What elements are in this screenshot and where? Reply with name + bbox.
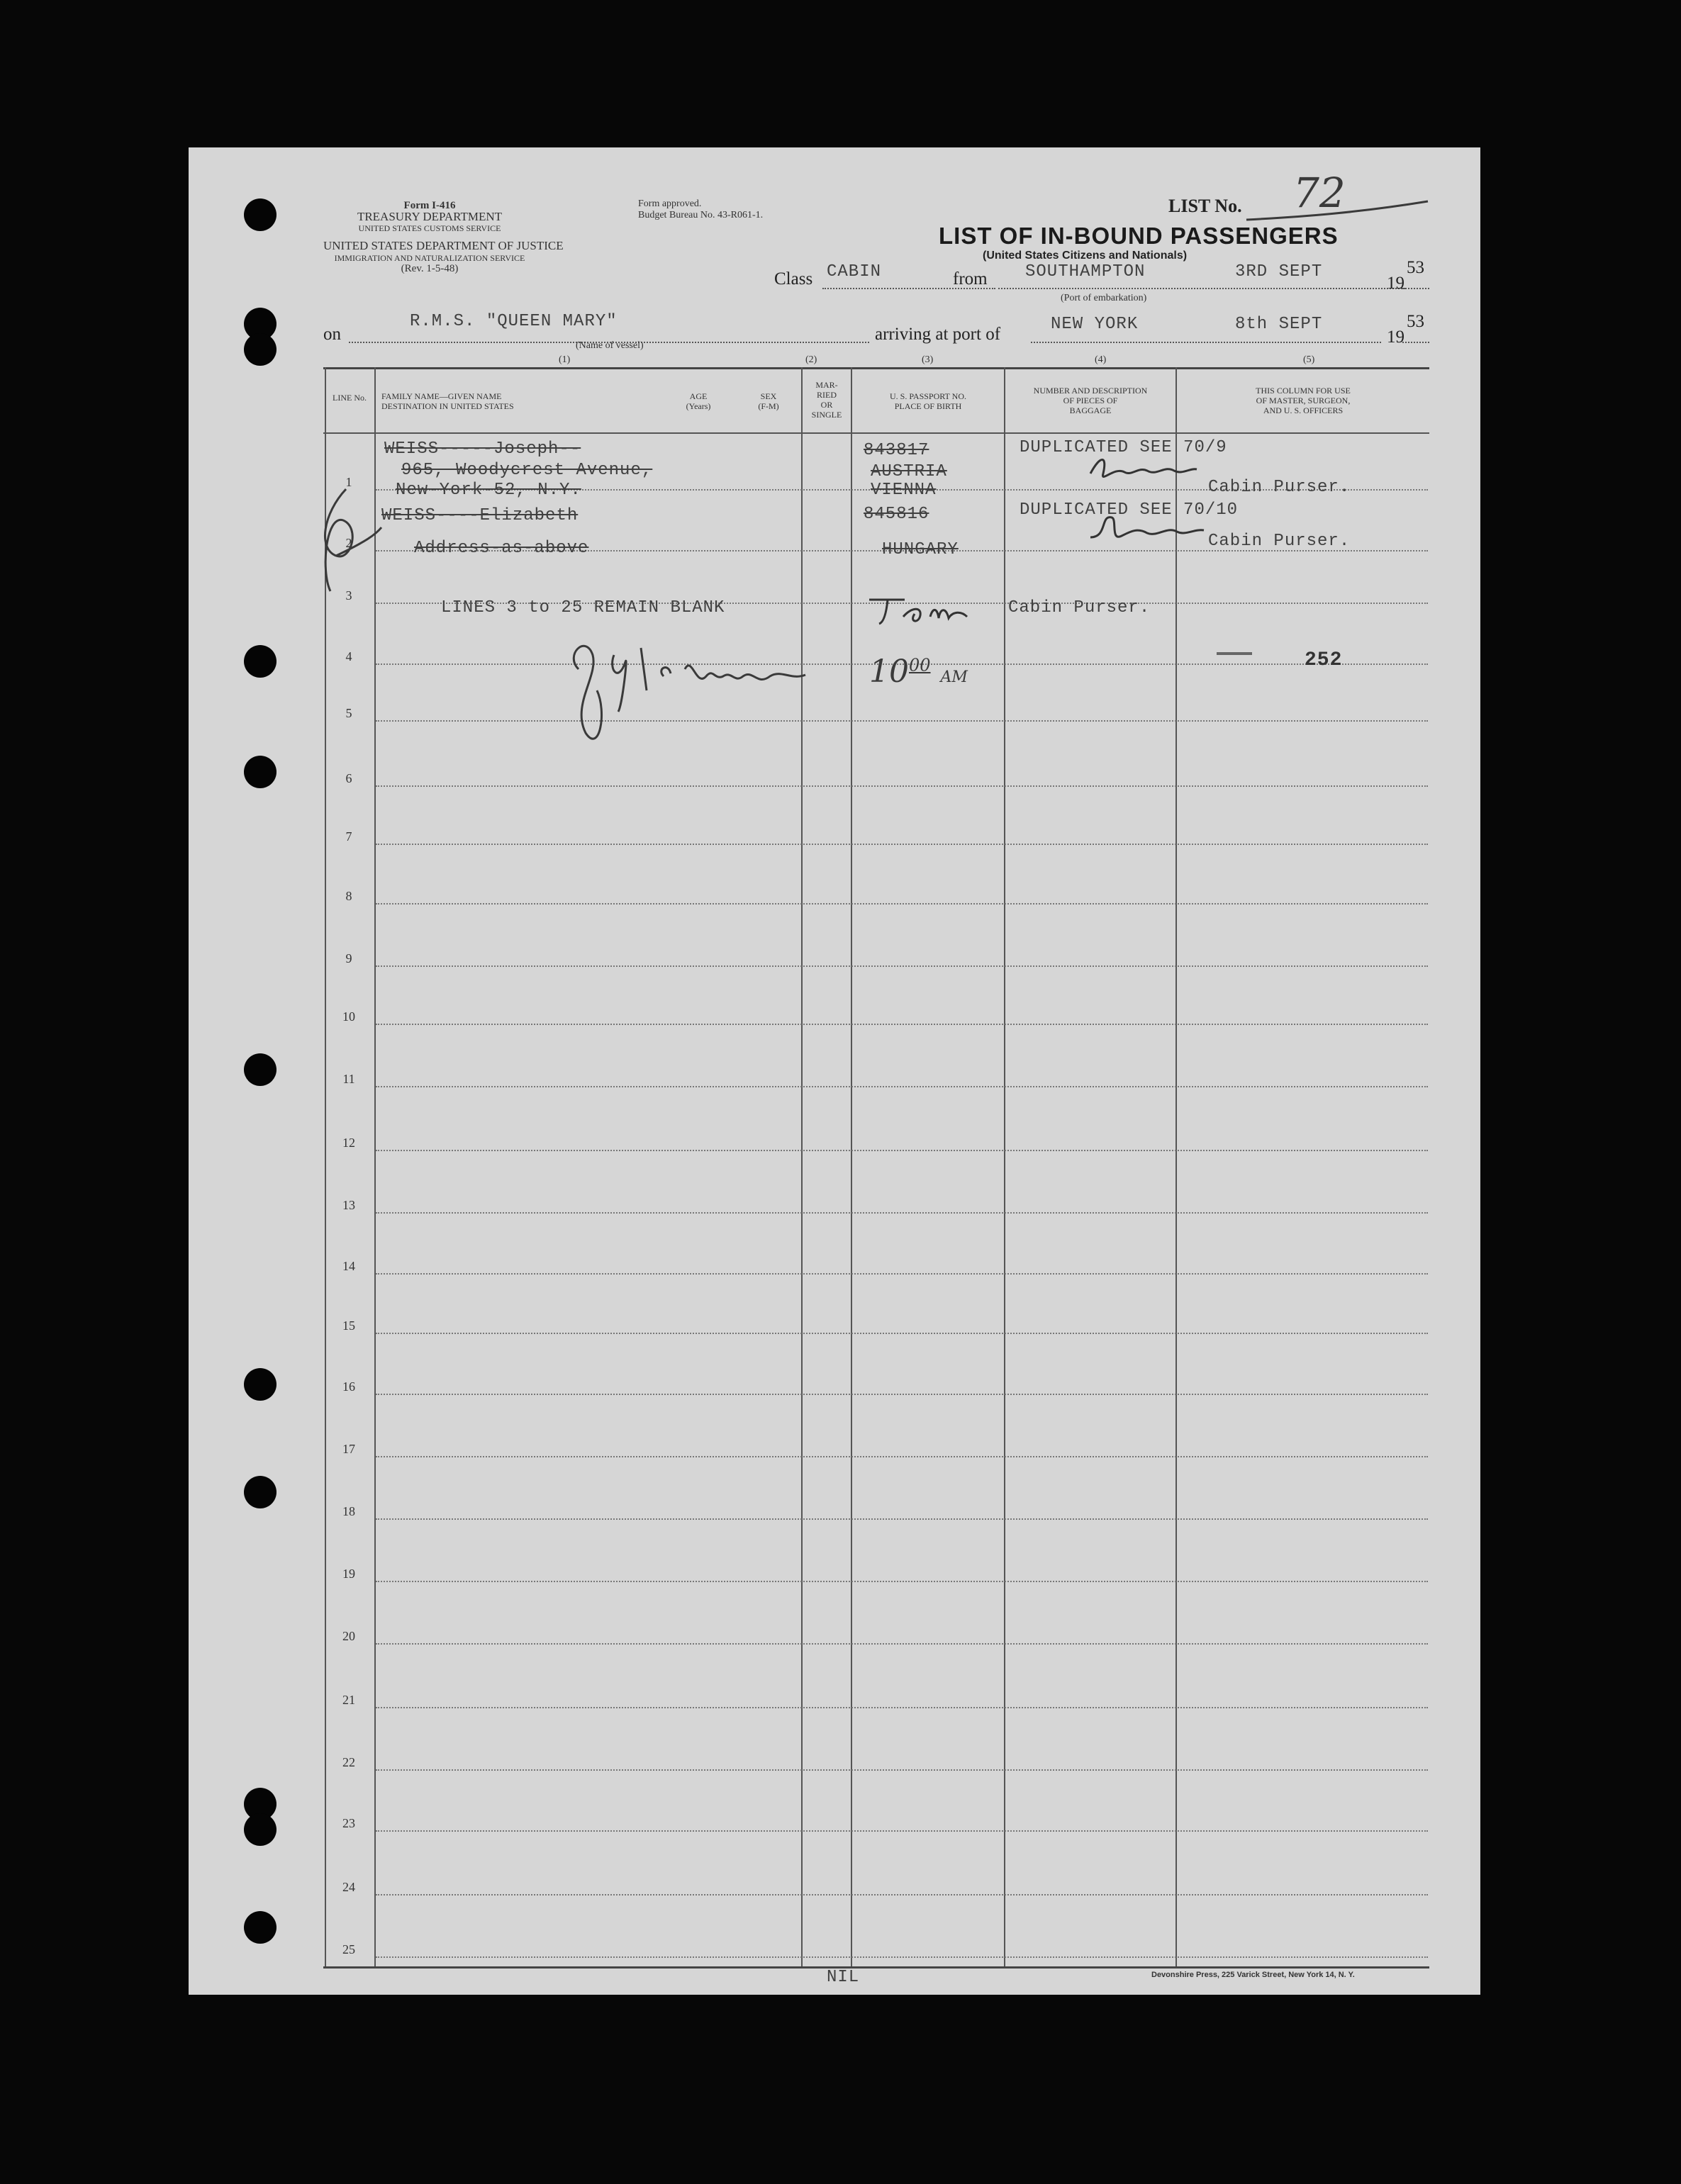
row-separator: [376, 785, 1428, 787]
class-label: Class: [774, 269, 813, 289]
list-no-label: LIST No.: [1168, 196, 1242, 216]
punch-hole: [244, 1053, 277, 1086]
arriving-label: arriving at port of: [875, 325, 1001, 344]
year-underline: [1402, 288, 1429, 289]
row-separator: [376, 1769, 1428, 1771]
line-number: 7: [345, 829, 352, 844]
arrival-year-prefix: 19: [1387, 327, 1404, 347]
header-age: AGE (Years): [686, 391, 711, 411]
handwritten-signature: [557, 627, 812, 761]
line-number: 6: [345, 771, 352, 785]
entry2-birth-country: HUNGARY: [882, 540, 959, 559]
arrival-underline: [1031, 342, 1381, 343]
entry2-baggage: DUPLICATED SEE 70/10: [1020, 500, 1239, 520]
row-separator: [376, 1394, 1428, 1395]
handwritten-bracket-mark: [302, 485, 387, 598]
line3-purser: Cabin Purser.: [1008, 598, 1151, 617]
line-number: 4: [345, 649, 352, 663]
line-number: 23: [342, 1816, 355, 1830]
entry2-officer: Cabin Purser.: [1208, 532, 1351, 551]
department-of-justice: UNITED STATES DEPARTMENT OF JUSTICE: [323, 239, 564, 252]
col-divider-baggage: [1004, 367, 1005, 1966]
treasury-department: TREASURY DEPARTMENT: [357, 210, 503, 223]
printer-imprint: Devonshire Press, 225 Varick Street, New York 14, N. Y.: [1151, 1971, 1355, 1979]
row-separator: [376, 720, 1428, 722]
punch-hole: [244, 1911, 277, 1944]
arrival-time-hour: 10: [869, 654, 909, 690]
col-divider-passport: [851, 367, 852, 1966]
row-separator: [376, 903, 1428, 905]
col-number-2: (2): [805, 354, 817, 365]
form-number: Form I-416: [403, 200, 456, 211]
punch-hole: [244, 756, 277, 788]
line-number: 5: [345, 706, 352, 720]
line-number: 14: [342, 1259, 355, 1273]
line-number: 17: [342, 1442, 355, 1456]
line-number: 1: [345, 475, 352, 489]
entry2-passport: 845816: [864, 505, 929, 524]
arrival-year-underline: [1402, 342, 1429, 343]
header-passport: U. S. PASSPORT NO. PLACE OF BIRTH: [890, 391, 966, 411]
arrival-year: 53: [1407, 312, 1424, 331]
header-married: MAR- RIED OR SINGLE: [811, 380, 842, 420]
remain-blank-note: LINES 3 to 25 REMAIN BLANK: [441, 598, 725, 617]
from-underline: [998, 288, 1405, 289]
arrival-time-minutes: 00: [909, 655, 931, 676]
year-value: 53: [1407, 258, 1424, 277]
line-number: 8: [345, 889, 352, 903]
form-title: LIST OF IN-BOUND PASSENGERS: [939, 223, 1339, 249]
customs-service: UNITED STATES CUSTOMS SERVICE: [358, 223, 501, 233]
col-number-5: (5): [1303, 354, 1315, 365]
ins-name: IMMIGRATION AND NATURALIZATION SERVICE: [334, 253, 525, 263]
row-separator: [376, 1086, 1428, 1087]
row-separator: [376, 1150, 1428, 1151]
punch-hole: [244, 333, 277, 366]
arrival-date: 8th SEPT: [1235, 315, 1323, 334]
stamp-mark: [1217, 652, 1252, 666]
revision-date: (Rev. 1-5-48): [401, 263, 459, 274]
entry1-officer: Cabin Purser.: [1208, 478, 1351, 497]
line-number: 11: [342, 1072, 355, 1086]
footer-nil: NIL: [827, 1968, 860, 1987]
col-divider-officers: [1175, 367, 1177, 1966]
passenger-list-sheet: [189, 147, 1480, 1995]
class-value: CABIN: [827, 262, 882, 281]
line-number: 16: [342, 1379, 355, 1394]
punch-hole: [244, 198, 277, 231]
line-number: 9: [345, 951, 352, 965]
header-line-no: LINE No.: [333, 393, 367, 403]
col-number-3: (3): [922, 354, 934, 365]
table-header-bottom: [323, 432, 1429, 434]
arrival-time-ampm: AM: [940, 668, 968, 686]
entry1-name: WEISS-----Joseph--: [384, 439, 581, 459]
line-number: 24: [342, 1880, 355, 1894]
line-number: 19: [342, 1567, 355, 1581]
vessel-name: R.M.S. "QUEEN MARY": [410, 312, 618, 331]
row-separator: [376, 1024, 1428, 1025]
handwritten-initials-3: [862, 586, 983, 628]
arrival-time: [869, 654, 968, 690]
line-number: 3: [345, 588, 352, 603]
punch-hole: [244, 1368, 277, 1401]
entry1-birth-city: VIENNA: [871, 481, 937, 500]
punch-hole: [244, 1476, 277, 1508]
table-top-border: [323, 367, 1429, 369]
header-sex: SEX (F-M): [758, 391, 779, 411]
header-baggage: NUMBER AND DESCRIPTION OF PIECES OF BAGGAGE: [1033, 386, 1148, 415]
entry1-address-line1: 965, Woodycrest Avenue,: [401, 461, 653, 480]
col-number-4: (4): [1095, 354, 1107, 365]
line-number: 22: [342, 1755, 355, 1769]
line-number: 15: [342, 1318, 355, 1333]
row-separator: [376, 965, 1428, 967]
line-number: 25: [342, 1942, 355, 1956]
row-separator: [376, 844, 1428, 845]
line-number: 20: [342, 1629, 355, 1643]
row-separator: [376, 1707, 1428, 1708]
row-separator: [376, 1956, 1428, 1958]
handwritten-initials-2: [1086, 513, 1207, 549]
row-separator: [376, 1830, 1428, 1832]
line-number: 13: [342, 1198, 355, 1212]
vessel-name-label: (Name of vessel): [576, 340, 644, 351]
row-separator: [376, 1273, 1428, 1275]
row-separator: [376, 1518, 1428, 1520]
budget-bureau: Budget Bureau No. 43-R061-1.: [638, 210, 764, 220]
row-separator: [376, 1643, 1428, 1645]
col-divider-line: [325, 367, 326, 1966]
header-officers: THIS COLUMN FOR USE OF MASTER, SURGEON, AND U. S. OFFICERS: [1256, 386, 1351, 415]
entry1-baggage: DUPLICATED SEE 70/9: [1020, 438, 1227, 457]
form-approved: Form approved.: [638, 198, 702, 209]
entry2-name: WEISS----Elizabeth: [381, 506, 579, 525]
line-number: 18: [342, 1504, 355, 1518]
punch-hole: [244, 645, 277, 678]
from-port: SOUTHAMPTON: [1025, 262, 1146, 281]
on-label: on: [323, 325, 341, 344]
entry1-passport: 843817: [864, 441, 929, 460]
line-number: 12: [342, 1136, 355, 1150]
row-separator: [376, 1456, 1428, 1457]
entry1-address-line2: New-York-52, N.Y.: [396, 481, 581, 500]
handwritten-initials-1: [1086, 452, 1200, 488]
punch-hole: [244, 1813, 277, 1846]
from-date: 3RD SEPT: [1235, 262, 1323, 281]
stamp-number: 252: [1305, 649, 1343, 671]
line-number: 10: [342, 1009, 355, 1024]
list-no-value: 72: [1293, 169, 1346, 217]
row-separator: [376, 1894, 1428, 1895]
list-no-underline: [1245, 197, 1429, 225]
col-divider-married: [801, 367, 803, 1966]
row-separator: [376, 1212, 1428, 1214]
table-bottom-border: [323, 1966, 1429, 1969]
entry1-birth-country: AUSTRIA: [871, 462, 947, 481]
entry2-address: Address-as-above: [414, 539, 589, 558]
row-separator: [376, 1581, 1428, 1582]
col-divider-name: [374, 367, 376, 1966]
from-label: from: [953, 269, 988, 289]
line-number: 2: [345, 536, 352, 550]
arrival-port: NEW YORK: [1051, 315, 1139, 334]
header-name: FAMILY NAME—GIVEN NAME DESTINATION IN UNITED STATES: [381, 391, 514, 411]
line-number: 21: [342, 1693, 355, 1707]
year-prefix: 19: [1387, 274, 1404, 293]
form-subtitle: (United States Citizens and Nationals): [983, 250, 1188, 262]
row-separator: [376, 1333, 1428, 1334]
col-number-1: (1): [559, 354, 571, 365]
port-embarkation-label: (Port of embarkation): [1061, 293, 1147, 303]
